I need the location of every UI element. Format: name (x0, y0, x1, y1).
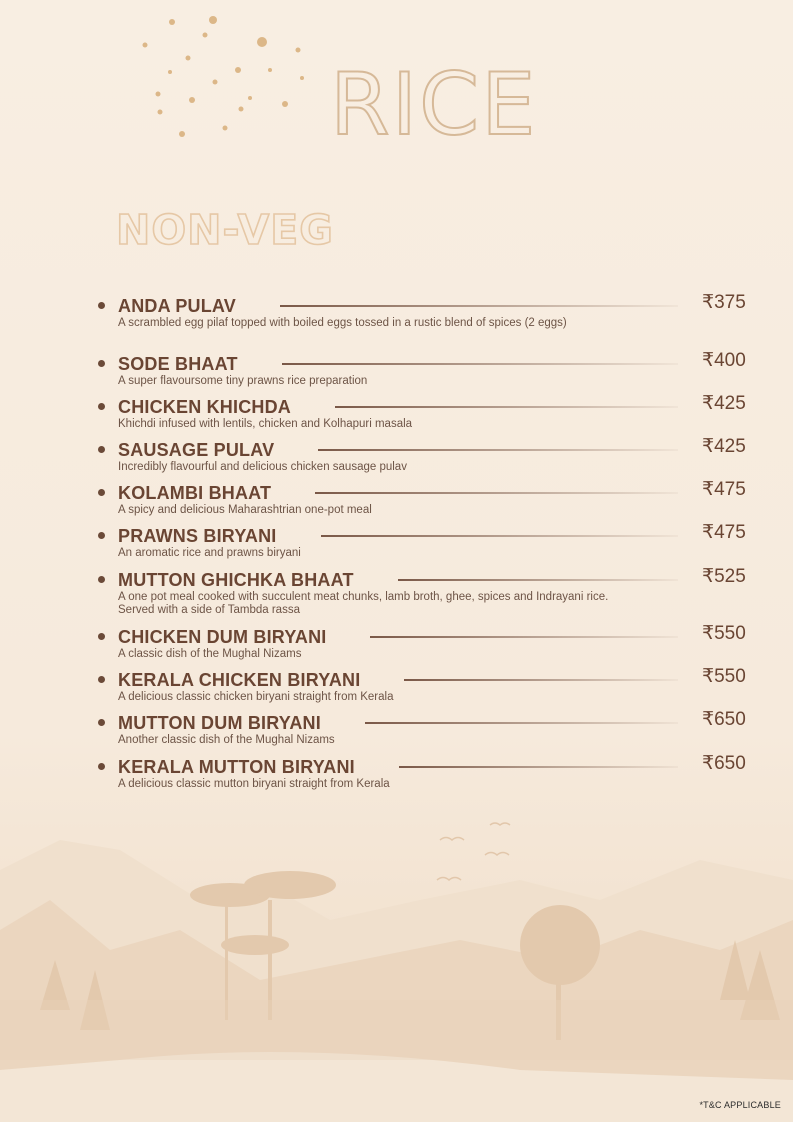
bullet-icon (98, 360, 105, 367)
item-price: ₹475 (702, 479, 746, 500)
item-price: ₹650 (702, 753, 746, 774)
leader-line (399, 766, 678, 768)
item-name: SAUSAGE PULAV (118, 439, 275, 460)
item-name: KERALA MUTTON BIRYANI (118, 756, 355, 777)
item-description: Khichdi infused with lentils, chicken and Kolhapuri masala (118, 418, 413, 430)
bullet-icon (98, 302, 105, 309)
leader-line (404, 679, 678, 681)
item-description: A delicious classic chicken biryani straight from Kerala (118, 691, 394, 703)
decorative-dots (120, 0, 320, 160)
item-price: ₹425 (702, 393, 746, 414)
item-name: CHICKEN KHICHDA (118, 396, 291, 417)
terms-footnote: *T&C APPLICABLE (699, 1100, 781, 1110)
item-description: A super flavoursome tiny prawns rice preparation (118, 375, 368, 387)
page-title: RICE (330, 55, 538, 155)
item-price: ₹550 (702, 666, 746, 687)
bullet-icon (98, 489, 105, 496)
item-name: SODE BHAAT (118, 353, 238, 374)
bullet-icon (98, 719, 105, 726)
section-title: NON-VEG (116, 206, 334, 254)
item-price: ₹375 (702, 292, 746, 313)
item-description: A delicious classic mutton biryani straight from Kerala (118, 778, 390, 790)
item-description: Another classic dish of the Mughal Nizams (118, 734, 335, 746)
leader-line (365, 722, 678, 724)
item-description: A classic dish of the Mughal Nizams (118, 648, 302, 660)
bullet-icon (98, 446, 105, 453)
leader-line (335, 406, 678, 408)
bullet-icon (98, 676, 105, 683)
item-price: ₹550 (702, 623, 746, 644)
item-price: ₹650 (702, 709, 746, 730)
item-name: KOLAMBI BHAAT (118, 482, 272, 503)
item-price: ₹525 (702, 566, 746, 587)
bullet-icon (98, 532, 105, 539)
item-description: A spicy and delicious Maharashtrian one-pot meal (118, 504, 372, 516)
leader-line (318, 449, 678, 451)
bullet-icon (98, 403, 105, 410)
leader-line (315, 492, 678, 494)
item-price: ₹475 (702, 522, 746, 543)
leader-line (398, 579, 678, 581)
item-name: MUTTON DUM BIRYANI (118, 712, 321, 733)
item-name: ANDA PULAV (118, 295, 236, 316)
leader-line (321, 535, 679, 537)
item-description: A scrambled egg pilaf topped with boiled eggs tossed in a rustic blend of spices (2 eggs) (118, 317, 567, 329)
bullet-icon (98, 633, 105, 640)
item-description: An aromatic rice and prawns biryani (118, 547, 301, 559)
item-name: PRAWNS BIRYANI (118, 525, 277, 546)
item-description: Incredibly flavourful and delicious chicken sausage pulav (118, 461, 407, 473)
item-name: CHICKEN DUM BIRYANI (118, 626, 327, 647)
bullet-icon (98, 576, 105, 583)
leader-line (282, 363, 678, 365)
item-name: KERALA CHICKEN BIRYANI (118, 669, 361, 690)
bullet-icon (98, 763, 105, 770)
item-name: MUTTON GHICHKA BHAAT (118, 569, 354, 590)
item-price: ₹425 (702, 436, 746, 457)
item-price: ₹400 (702, 350, 746, 371)
leader-line (280, 305, 678, 307)
leader-line (370, 636, 678, 638)
item-description: A one pot meal cooked with succulent meat chunks, lamb broth, ghee, spices and Indrayani rice. Served with a side of Tambda rassa (118, 591, 609, 616)
